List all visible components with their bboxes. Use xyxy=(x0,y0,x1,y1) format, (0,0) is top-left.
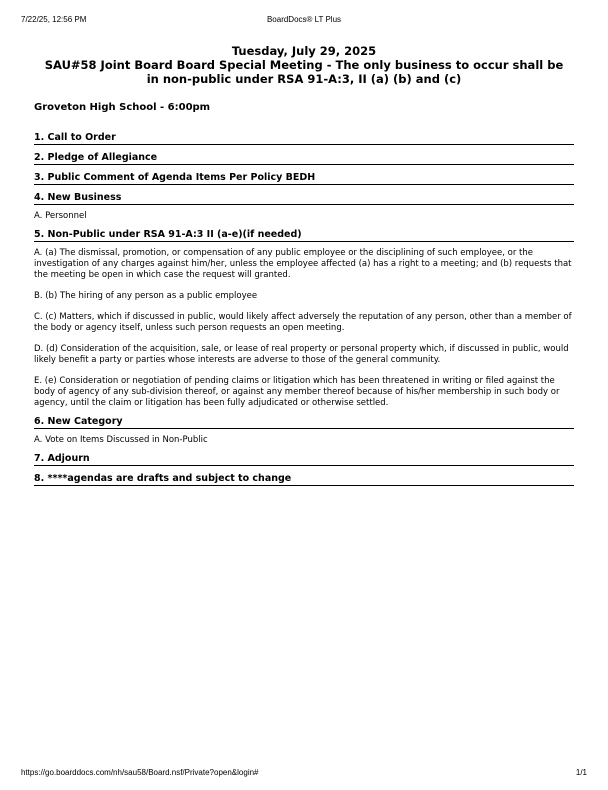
agenda-item[interactable]: B. (b) The hiring of any person as a public employee xyxy=(34,291,258,301)
agenda-item[interactable]: A. Personnel xyxy=(34,211,87,221)
agenda-item[interactable]: C. (c) Matters, which if discussed in public, would likely affect adversely the reputation of any person, other than a member of the body or agency itself, unless such person requests an open meeting. xyxy=(34,312,572,333)
agenda-item[interactable]: D. (d) Consideration of the acquisition, sale, or lease of real property or personal property which, if discussed in public, would likely benefit a party or parties whose interests are adverse to those of the general community. xyxy=(34,344,569,365)
section-title[interactable]: 1. Call to Order xyxy=(34,131,574,145)
section-title[interactable]: 4. New Business xyxy=(34,191,574,205)
page-number: 1/1 xyxy=(575,768,587,777)
agenda-document xyxy=(34,44,574,486)
section-title[interactable]: 5. Non-Public under RSA 91-A:3 II (a-e)(if needed) xyxy=(34,228,574,242)
section-title[interactable]: 8. ****agendas are drafts and subject to change xyxy=(34,472,574,486)
meeting-title: SAU#58 Joint Board Board Special Meeting - The only business to occur shall be in non-public under RSA 91-A:3, II (a) (b) and (c) xyxy=(44,58,564,86)
agenda-item[interactable]: A. Vote on Items Discussed in Non-Public xyxy=(34,435,208,445)
agenda-item[interactable]: A. (a) The dismissal, promotion, or compensation of any public employee or the disciplining of such employee, or the investigation of any charges against him/her, unless the employee affected (a) has a right to a meeting; and (b) requests that the meeting be open in which case the request will granted. xyxy=(34,248,572,280)
section-title[interactable]: 6. New Category xyxy=(34,415,574,429)
section-title[interactable]: 7. Adjourn xyxy=(34,452,574,466)
print-footer xyxy=(21,768,587,777)
meeting-location: Groveton High School - 6:00pm xyxy=(34,102,211,113)
print-site-name: BoardDocs® LT Plus xyxy=(266,15,342,24)
meeting-date: Tuesday, July 29, 2025 xyxy=(231,44,377,58)
section-title[interactable]: 2. Pledge of Allegiance xyxy=(34,151,574,165)
section-title[interactable]: 3. Public Comment of Agenda Items Per Policy BEDH xyxy=(34,171,574,185)
print-header xyxy=(21,15,587,24)
print-datetime: 7/22/25, 12:56 PM xyxy=(21,15,87,24)
agenda-list xyxy=(34,131,574,486)
print-url: https://go.boarddocs.com/nh/sau58/Board.nsf/Private?open&login# xyxy=(21,768,259,777)
agenda-item[interactable]: E. (e) Consideration or negotiation of pending claims or litigation which has been threatened in writing or filed against the body of agency of any sub-division thereof, or against any member thereof because of his/her membership in such body or agency, until the claim or litigation has been fully adjudicated or otherwise settled. xyxy=(34,376,560,408)
